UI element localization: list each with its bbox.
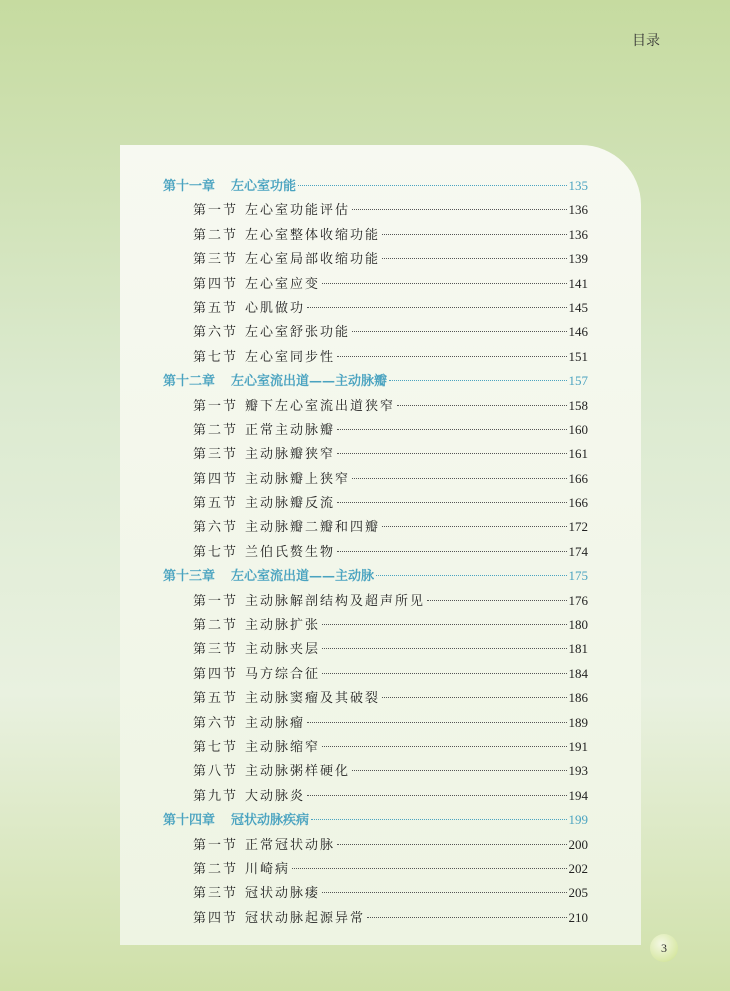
- toc-dot-leader: [322, 892, 566, 893]
- toc-dot-leader: [352, 478, 566, 479]
- toc-dot-leader: [337, 551, 566, 552]
- toc-entry-title: 冠状动脉起源异常: [245, 910, 366, 926]
- toc-section-row[interactable]: [163, 198, 588, 222]
- toc-entry-page: 160: [568, 421, 588, 437]
- toc-entry-number: 第九节: [193, 788, 239, 804]
- toc-entry-number: 第三节: [193, 252, 239, 268]
- toc-entry-page: 166: [568, 495, 588, 511]
- toc-dot-leader: [322, 283, 566, 284]
- toc-dot-leader: [337, 429, 566, 430]
- toc-entry-number: 第一节: [193, 203, 239, 219]
- toc-dot-leader: [352, 770, 566, 771]
- toc-entry-page: 172: [568, 519, 588, 535]
- toc-entry-title: 主动脉瓣狭窄: [245, 447, 336, 463]
- toc-dot-leader: [352, 209, 566, 210]
- toc-entry-title: 左心室功能评估: [245, 203, 351, 219]
- toc-dot-leader: [382, 697, 566, 698]
- toc-entry-title: 主动脉瓣上狭窄: [245, 471, 351, 487]
- toc-section-row[interactable]: [163, 833, 588, 857]
- toc-dot-leader: [427, 600, 566, 601]
- toc-section-row[interactable]: [163, 857, 588, 881]
- toc-entry-title: 左心室局部收缩功能: [245, 252, 381, 268]
- toc-section-row[interactable]: [163, 881, 588, 905]
- toc-entry-title: 主动脉缩窄: [245, 739, 321, 755]
- toc-section-row[interactable]: [163, 394, 588, 418]
- toc-entry-number: 第十三章: [163, 569, 216, 585]
- toc-entry-number: 第一节: [193, 837, 239, 853]
- toc-section-row[interactable]: [163, 784, 588, 808]
- toc-entry-page: 136: [568, 202, 588, 218]
- toc-entry-title: 左心室流出道——主动脉瓣: [231, 374, 388, 390]
- toc-entry-page: 139: [568, 251, 588, 267]
- toc-section-row[interactable]: [163, 906, 588, 930]
- toc-entry-number: 第三节: [193, 886, 239, 902]
- toc-section-row[interactable]: [163, 345, 588, 369]
- toc-entry-number: 第一节: [193, 398, 239, 414]
- toc-entry-page: 199: [568, 812, 588, 828]
- toc-entry-number: 第七节: [193, 349, 239, 365]
- toc-entry-page: 205: [568, 885, 588, 901]
- toc-dot-leader: [376, 575, 566, 576]
- toc-entry-page: 200: [568, 836, 588, 852]
- toc-entry-page: 191: [568, 738, 588, 754]
- toc-chapter-row[interactable]: [163, 174, 588, 198]
- toc-dot-leader: [322, 673, 566, 674]
- toc-entry-number: 第五节: [193, 691, 239, 707]
- toc-chapter-row[interactable]: [163, 564, 588, 588]
- toc-entry-title: 川崎病: [245, 861, 291, 877]
- toc-section-row[interactable]: [163, 272, 588, 296]
- page-number: 3: [650, 934, 678, 962]
- toc-entry-title: 主动脉解剖结构及超声所见: [245, 593, 426, 609]
- toc-section-row[interactable]: [163, 589, 588, 613]
- toc-entry-page: 186: [568, 690, 588, 706]
- toc-entry-number: 第三节: [193, 447, 239, 463]
- toc-entry-title: 主动脉瘤: [245, 715, 306, 731]
- toc-entry-title: 左心室功能: [231, 179, 297, 194]
- toc-entry-page: 193: [568, 763, 588, 779]
- toc-section-row[interactable]: [163, 296, 588, 320]
- toc-section-row[interactable]: [163, 662, 588, 686]
- toc-entry-title: 主动脉扩张: [245, 618, 321, 634]
- toc-entry-page: 151: [568, 348, 588, 364]
- toc-entry-page: 157: [568, 373, 588, 389]
- toc-dot-leader: [307, 795, 566, 796]
- toc-entry-page: 141: [568, 275, 588, 291]
- toc-dot-leader: [382, 258, 566, 259]
- toc-section-row[interactable]: [163, 759, 588, 783]
- toc-entry-page: 146: [568, 324, 588, 340]
- toc-entry-title: 主动脉粥样硬化: [245, 764, 351, 780]
- toc-dot-leader: [382, 234, 566, 235]
- toc-dot-leader: [322, 746, 566, 747]
- toc-entry-title: 左心室舒张功能: [245, 325, 351, 341]
- toc-dot-leader: [352, 331, 566, 332]
- toc-dot-leader: [292, 868, 566, 869]
- toc-dot-leader: [382, 526, 566, 527]
- toc-dot-leader: [307, 307, 566, 308]
- toc-entry-title: 左心室应变: [245, 276, 321, 292]
- toc-entry-page: 174: [568, 543, 588, 559]
- toc-entry-title: 左心室整体收缩功能: [245, 227, 381, 243]
- toc-entry-title: 心肌做功: [245, 300, 306, 316]
- toc-entry-title: 左心室流出道——主动脉: [231, 569, 375, 585]
- toc-entry-number: 第七节: [193, 739, 239, 755]
- page-header-title: 目录: [632, 33, 660, 49]
- toc-entry-page: 176: [568, 592, 588, 608]
- toc-entry-page: 161: [568, 446, 588, 462]
- toc-section-row[interactable]: [163, 491, 588, 515]
- toc-section-row[interactable]: [163, 418, 588, 442]
- toc-entry-number: 第六节: [193, 520, 239, 536]
- toc-section-row[interactable]: [163, 735, 588, 759]
- toc-chapter-row[interactable]: [163, 369, 588, 393]
- toc-section-row[interactable]: [163, 467, 588, 491]
- toc-section-row[interactable]: [163, 515, 588, 539]
- toc-section-row[interactable]: [163, 686, 588, 710]
- toc-section-row[interactable]: [163, 711, 588, 735]
- toc-entry-title: 正常主动脉瓣: [245, 422, 336, 438]
- toc-dot-leader: [389, 380, 566, 381]
- toc-entry-page: 158: [568, 397, 588, 413]
- toc-entry-title: 主动脉瓣反流: [245, 496, 336, 512]
- toc-dot-leader: [397, 405, 566, 406]
- toc-entry-number: 第二节: [193, 227, 239, 243]
- toc-entry-number: 第三节: [193, 642, 239, 658]
- toc-entry-number: 第二节: [193, 861, 239, 877]
- toc-entry-title: 主动脉夹层: [245, 642, 321, 658]
- toc-entry-title: 正常冠状动脉: [245, 837, 336, 853]
- table-of-contents: [163, 174, 588, 930]
- toc-entry-page: 184: [568, 665, 588, 681]
- toc-entry-page: 136: [568, 226, 588, 242]
- toc-dot-leader: [367, 917, 566, 918]
- toc-section-row[interactable]: [163, 247, 588, 271]
- toc-entry-page: 175: [568, 568, 588, 584]
- toc-entry-number: 第二节: [193, 422, 239, 438]
- toc-entry-number: 第六节: [193, 715, 239, 731]
- toc-entry-number: 第十二章: [163, 374, 216, 390]
- toc-entry-number: 第五节: [193, 496, 239, 512]
- toc-entry-page: 180: [568, 617, 588, 633]
- toc-entry-title: 冠状动脉疾病: [231, 813, 310, 829]
- toc-entry-number: 第八节: [193, 764, 239, 780]
- toc-dot-leader: [337, 502, 566, 503]
- toc-entry-title: 左心室同步性: [245, 349, 336, 365]
- toc-entry-page: 135: [568, 178, 588, 193]
- toc-entry-title: 冠状动脉瘘: [245, 886, 321, 902]
- toc-entry-number: 第二节: [193, 618, 239, 634]
- toc-dot-leader: [337, 844, 566, 845]
- toc-dot-leader: [311, 819, 566, 820]
- toc-entry-title: 瓣下左心室流出道狭窄: [245, 398, 396, 414]
- toc-entry-title: 马方综合征: [245, 666, 321, 682]
- toc-entry-title: 兰伯氏赘生物: [245, 544, 336, 560]
- toc-dot-leader: [337, 453, 566, 454]
- toc-entry-number: 第十四章: [163, 813, 216, 829]
- toc-dot-leader: [322, 624, 566, 625]
- toc-dot-leader: [298, 185, 566, 186]
- toc-entry-page: 189: [568, 714, 588, 730]
- toc-entry-number: 第四节: [193, 276, 239, 292]
- toc-entry-number: 第四节: [193, 666, 239, 682]
- toc-section-row[interactable]: [163, 223, 588, 247]
- toc-section-row[interactable]: [163, 540, 588, 564]
- toc-entry-number: 第一节: [193, 593, 239, 609]
- toc-dot-leader: [307, 722, 566, 723]
- toc-entry-page: 145: [568, 299, 588, 315]
- toc-entry-page: 202: [568, 860, 588, 876]
- toc-entry-page: 194: [568, 787, 588, 803]
- toc-dot-leader: [322, 648, 566, 649]
- toc-entry-number: 第十一章: [163, 179, 216, 194]
- toc-entry-number: 第四节: [193, 910, 239, 926]
- toc-entry-number: 第四节: [193, 471, 239, 487]
- toc-entry-page: 166: [568, 470, 588, 486]
- toc-entry-number: 第七节: [193, 544, 239, 560]
- toc-section-row[interactable]: [163, 637, 588, 661]
- toc-entry-title: 主动脉窦瘤及其破裂: [245, 691, 381, 707]
- toc-chapter-row[interactable]: [163, 808, 588, 832]
- toc-dot-leader: [337, 356, 566, 357]
- toc-entry-title: 大动脉炎: [245, 788, 306, 804]
- toc-entry-number: 第六节: [193, 325, 239, 341]
- toc-section-row[interactable]: [163, 613, 588, 637]
- toc-entry-page: 181: [568, 641, 588, 657]
- toc-entry-title: 主动脉瓣二瓣和四瓣: [245, 520, 381, 536]
- toc-entry-number: 第五节: [193, 300, 239, 316]
- toc-entry-page: 210: [568, 909, 588, 925]
- toc-section-row[interactable]: [163, 320, 588, 344]
- toc-section-row[interactable]: [163, 442, 588, 466]
